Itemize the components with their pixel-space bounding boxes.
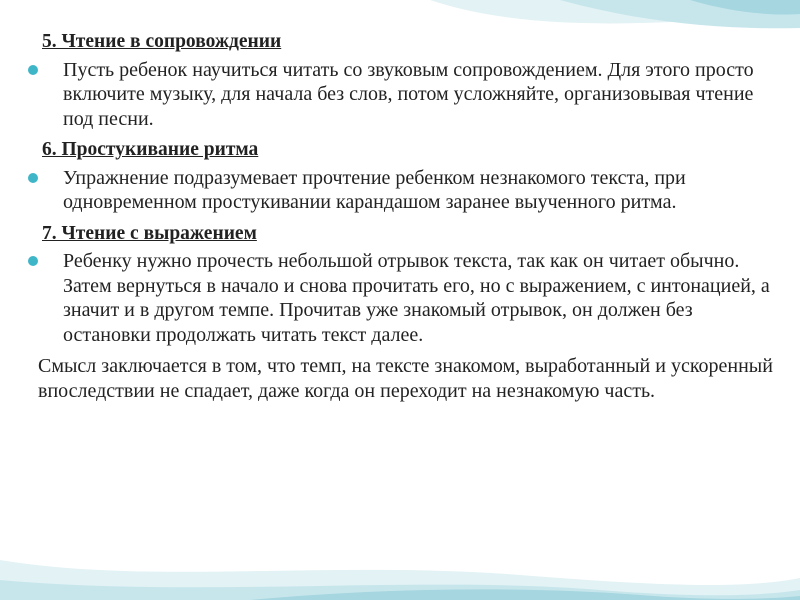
conclusion-text: Смысл заключается в том, что темп, на тексте знакомом, выработанный и ускоренный впоследствии не спадает, даже когда он переходит на незнакомую часть. bbox=[38, 355, 773, 402]
bullet-text-7: Ребенку нужно прочесть небольшой отрывок текста, так как он читает обычно. Затем вернуться в начало и снова прочитать его, но с выражением, с интонацией, а значит и в другом темпе. Прочитав уже знакомый отрывок, он должен без остановки продолжать читать текст далее. bbox=[63, 250, 770, 346]
bullet-item-6 bbox=[28, 166, 773, 215]
bullet-item-7 bbox=[28, 249, 773, 347]
bullet-item-5 bbox=[28, 58, 773, 132]
bullet-dot-icon bbox=[28, 65, 38, 75]
section-heading-7: 7. Чтение с выражением bbox=[42, 222, 257, 244]
bullet-dot-icon bbox=[28, 173, 38, 183]
section-heading-5: 5. Чтение в сопровождении bbox=[42, 31, 282, 52]
section-heading-6: 6. Простукивание ритма bbox=[42, 139, 259, 160]
bullet-dot-icon bbox=[28, 256, 38, 266]
bullet-text-6: Упражнение подразумевает прочтение ребенком незнакомого текста, при одновременном простукивании карандашом заранее выученного ритма. bbox=[63, 166, 686, 213]
bullet-text-5: Пусть ребенок научиться читать со звуковым сопровождением. Для этого просто включите музыку, для начала без слов, потом усложняйте, организовывая чтение под песни. bbox=[63, 58, 754, 130]
slide-content bbox=[28, 30, 773, 403]
